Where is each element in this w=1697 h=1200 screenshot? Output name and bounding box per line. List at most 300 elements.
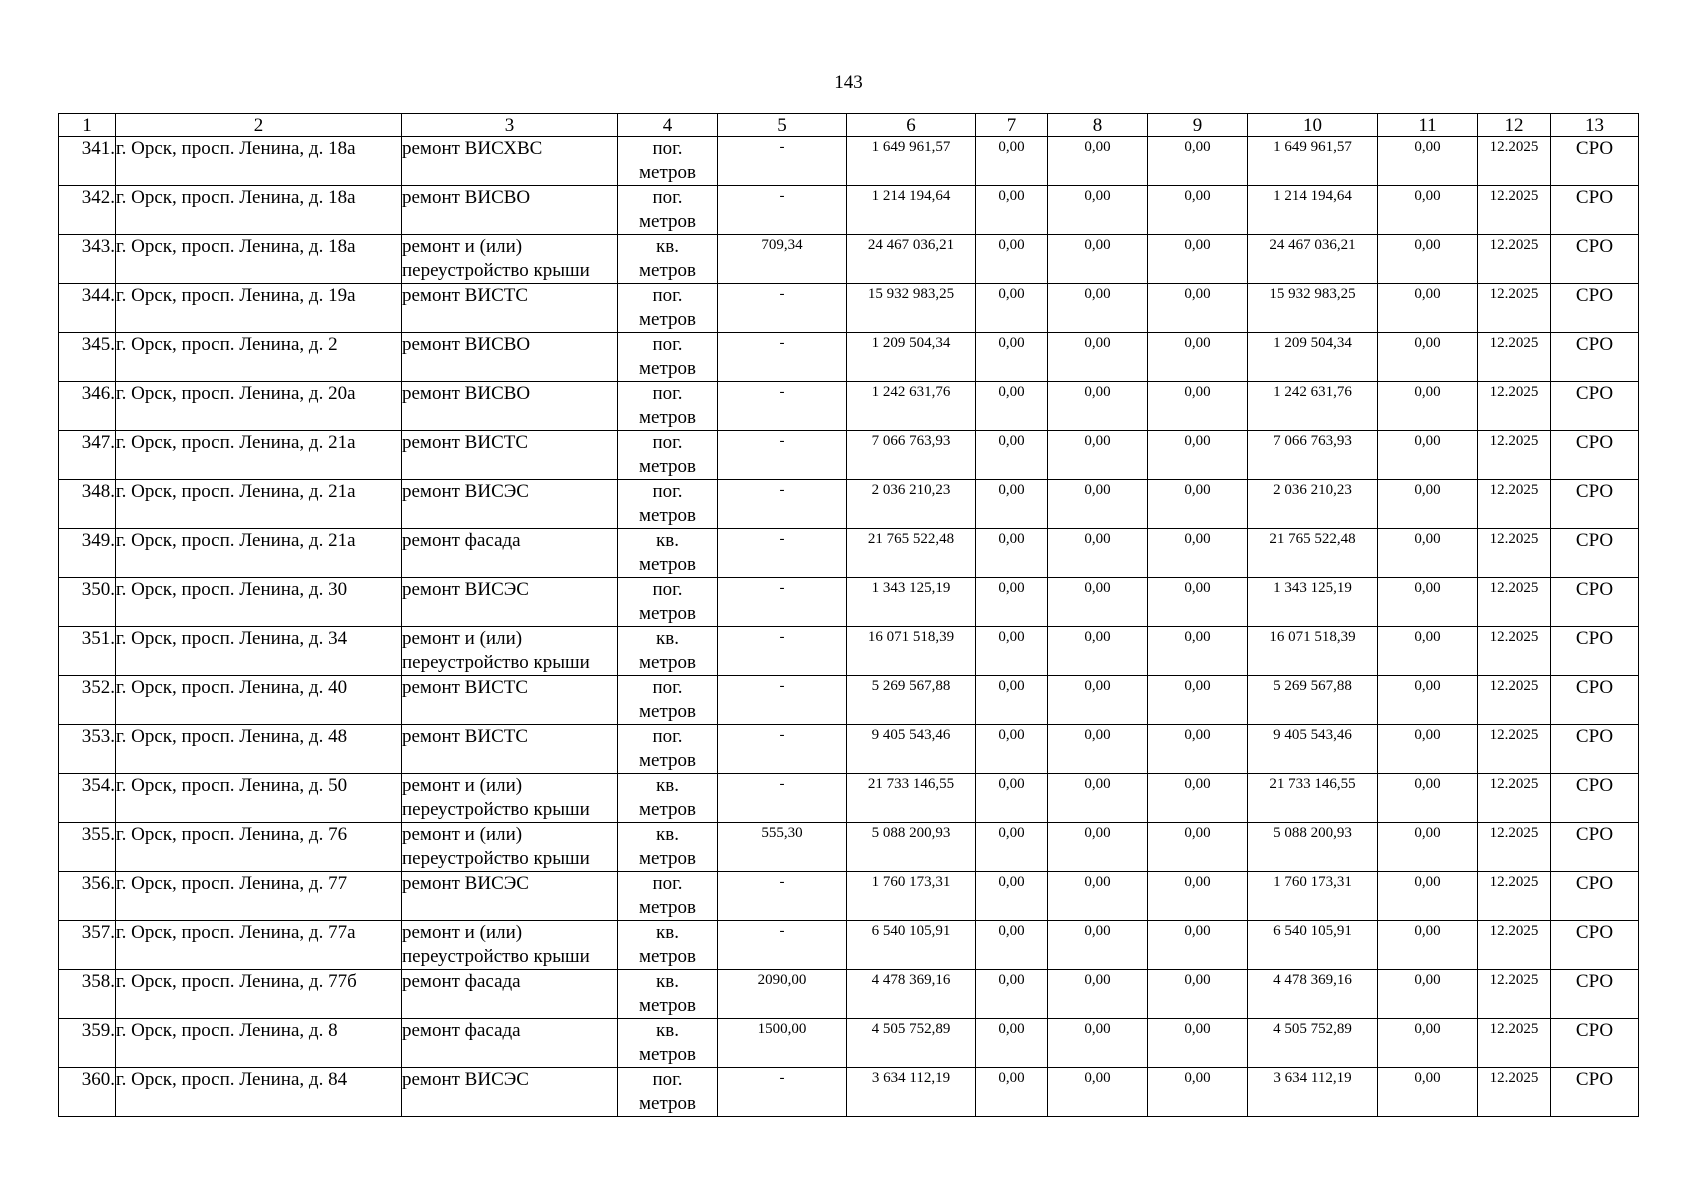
col7-cell: 0,00 [976,1019,1048,1068]
table-row [59,1068,1639,1117]
col8-cell: 0,00 [1048,921,1148,970]
col9-cell: 0,00 [1148,676,1248,725]
table-row [59,774,1639,823]
organization-cell: СРО [1551,627,1639,676]
col7-cell: 0,00 [976,627,1048,676]
col7-cell: 0,00 [976,284,1048,333]
col9-cell: 0,00 [1148,137,1248,186]
organization-cell: СРО [1551,872,1639,921]
col8-cell: 0,00 [1048,480,1148,529]
col7-cell: 0,00 [976,725,1048,774]
address-cell: г. Орск, просп. Ленина, д. 21а [116,431,402,480]
unit-line: кв. [656,628,679,649]
column-header: 9 [1148,114,1248,137]
row-number-cell: 349. [59,529,116,578]
address-cell: г. Орск, просп. Ленина, д. 21а [116,480,402,529]
col8-cell: 0,00 [1048,676,1148,725]
row-number-cell: 351. [59,627,116,676]
total-cost-cell: 21 733 146,55 [847,774,976,823]
unit-line: метров [639,407,696,428]
address-cell: г. Орск, просп. Ленина, д. 20а [116,382,402,431]
col11-cell: 0,00 [1378,529,1478,578]
unit-line: пог. [652,285,683,306]
completion-date-cell: 12.2025 [1478,333,1551,382]
total-cost-cell: 2 036 210,23 [847,480,976,529]
column-header: 4 [618,114,718,137]
unit-line: метров [639,260,696,281]
work-type-cell [402,872,618,921]
unit-line: пог. [652,187,683,208]
col8-cell: 0,00 [1048,578,1148,627]
col9-cell: 0,00 [1148,872,1248,921]
address-cell: г. Орск, просп. Ленина, д. 84 [116,1068,402,1117]
work-type-line: ремонт ВИСЭС [402,481,529,502]
unit-line: пог. [652,481,683,502]
work-type-line: ремонт ВИСВО [402,187,531,208]
column-header: 13 [1551,114,1639,137]
unit-line: метров [639,505,696,526]
row-number-cell: 350. [59,578,116,627]
header-row [59,114,1639,137]
col9-cell: 0,00 [1148,627,1248,676]
completion-date-cell: 12.2025 [1478,529,1551,578]
volume-cell: - [718,284,847,333]
work-type-line: ремонт фасада [402,971,521,992]
organization-cell: СРО [1551,137,1639,186]
address-cell: г. Орск, просп. Ленина, д. 2 [116,333,402,382]
col7-cell: 0,00 [976,970,1048,1019]
total-cost-cell: 9 405 543,46 [847,725,976,774]
volume-cell: 709,34 [718,235,847,284]
col10-cell: 6 540 105,91 [1248,921,1378,970]
column-header: 1 [59,114,116,137]
organization-cell: СРО [1551,725,1639,774]
organization-cell: СРО [1551,578,1639,627]
total-cost-cell: 1 214 194,64 [847,186,976,235]
col7-cell: 0,00 [976,529,1048,578]
col8-cell: 0,00 [1048,382,1148,431]
col9-cell: 0,00 [1148,480,1248,529]
col10-cell: 1 760 173,31 [1248,872,1378,921]
work-type-line: ремонт фасада [402,530,521,551]
unit-line: метров [639,1093,696,1114]
volume-cell: 1500,00 [718,1019,847,1068]
completion-date-cell: 12.2025 [1478,431,1551,480]
col9-cell: 0,00 [1148,921,1248,970]
col8-cell: 0,00 [1048,1068,1148,1117]
col11-cell: 0,00 [1378,333,1478,382]
col7-cell: 0,00 [976,137,1048,186]
table-row [59,235,1639,284]
organization-cell: СРО [1551,284,1639,333]
col10-cell: 1 649 961,57 [1248,137,1378,186]
work-type-line: ремонт ВИСХВС [402,138,543,159]
completion-date-cell: 12.2025 [1478,627,1551,676]
col11-cell: 0,00 [1378,235,1478,284]
volume-cell: - [718,529,847,578]
volume-cell: - [718,137,847,186]
row-number-cell: 341. [59,137,116,186]
work-type-line: ремонт и (или) [402,628,523,649]
total-cost-cell: 6 540 105,91 [847,921,976,970]
col10-cell: 21 733 146,55 [1248,774,1378,823]
col11-cell: 0,00 [1378,578,1478,627]
volume-cell: - [718,725,847,774]
unit-line: кв. [656,775,679,796]
unit-line: метров [639,554,696,575]
volume-cell: - [718,578,847,627]
work-type-line: ремонт ВИСТС [402,726,529,747]
col11-cell: 0,00 [1378,627,1478,676]
work-type-line: ремонт ВИСЭС [402,873,529,894]
col8-cell: 0,00 [1048,186,1148,235]
unit-line: метров [639,603,696,624]
work-type-line: ремонт ВИСЭС [402,579,529,600]
row-number-cell: 356. [59,872,116,921]
unit-cell [618,333,718,382]
work-type-line: переустройство крыши [402,260,590,281]
unit-line: пог. [652,726,683,747]
row-number-cell: 357. [59,921,116,970]
row-number-cell: 355. [59,823,116,872]
col10-cell: 5 269 567,88 [1248,676,1378,725]
address-cell: г. Орск, просп. Ленина, д. 34 [116,627,402,676]
row-number-cell: 346. [59,382,116,431]
col11-cell: 0,00 [1378,872,1478,921]
table-row [59,970,1639,1019]
column-header: 2 [116,114,402,137]
col7-cell: 0,00 [976,382,1048,431]
unit-line: метров [639,995,696,1016]
work-type-line: ремонт ВИСВО [402,383,531,404]
address-cell: г. Орск, просп. Ленина, д. 18а [116,235,402,284]
unit-line: метров [639,897,696,918]
unit-line: пог. [652,334,683,355]
col11-cell: 0,00 [1378,774,1478,823]
unit-line: пог. [652,1069,683,1090]
col8-cell: 0,00 [1048,333,1148,382]
col10-cell: 1 214 194,64 [1248,186,1378,235]
work-type-cell [402,578,618,627]
row-number-cell: 344. [59,284,116,333]
col8-cell: 0,00 [1048,823,1148,872]
col10-cell: 5 088 200,93 [1248,823,1378,872]
total-cost-cell: 15 932 983,25 [847,284,976,333]
total-cost-cell: 1 649 961,57 [847,137,976,186]
col10-cell: 2 036 210,23 [1248,480,1378,529]
unit-line: метров [639,309,696,330]
organization-cell: СРО [1551,1068,1639,1117]
work-type-cell [402,235,618,284]
organization-cell: СРО [1551,1019,1639,1068]
unit-cell [618,1068,718,1117]
col9-cell: 0,00 [1148,284,1248,333]
organization-cell: СРО [1551,431,1639,480]
col11-cell: 0,00 [1378,1068,1478,1117]
unit-line: пог. [652,383,683,404]
volume-cell: - [718,872,847,921]
table-row [59,627,1639,676]
unit-cell [618,725,718,774]
table-row [59,823,1639,872]
completion-date-cell: 12.2025 [1478,970,1551,1019]
row-number-cell: 345. [59,333,116,382]
total-cost-cell: 5 269 567,88 [847,676,976,725]
row-number-cell: 352. [59,676,116,725]
unit-cell [618,382,718,431]
col9-cell: 0,00 [1148,578,1248,627]
volume-cell: 2090,00 [718,970,847,1019]
work-type-cell [402,676,618,725]
table-row [59,529,1639,578]
table-body [59,137,1639,1117]
unit-line: метров [639,358,696,379]
col9-cell: 0,00 [1148,774,1248,823]
unit-line: кв. [656,971,679,992]
unit-cell [618,774,718,823]
unit-line: метров [639,456,696,477]
col9-cell: 0,00 [1148,333,1248,382]
col8-cell: 0,00 [1048,137,1148,186]
organization-cell: СРО [1551,480,1639,529]
total-cost-cell: 4 478 369,16 [847,970,976,1019]
completion-date-cell: 12.2025 [1478,480,1551,529]
table-row [59,872,1639,921]
unit-line: метров [639,750,696,771]
col9-cell: 0,00 [1148,235,1248,284]
col10-cell: 9 405 543,46 [1248,725,1378,774]
volume-cell: - [718,186,847,235]
table-row [59,431,1639,480]
work-type-cell [402,333,618,382]
col8-cell: 0,00 [1048,1019,1148,1068]
column-header: 12 [1478,114,1551,137]
completion-date-cell: 12.2025 [1478,186,1551,235]
table-row [59,676,1639,725]
completion-date-cell: 12.2025 [1478,284,1551,333]
completion-date-cell: 12.2025 [1478,725,1551,774]
col8-cell: 0,00 [1048,970,1148,1019]
total-cost-cell: 4 505 752,89 [847,1019,976,1068]
table-row [59,1019,1639,1068]
work-type-line: ремонт ВИСТС [402,432,529,453]
table-row [59,578,1639,627]
address-cell: г. Орск, просп. Ленина, д. 40 [116,676,402,725]
col11-cell: 0,00 [1378,970,1478,1019]
unit-cell [618,872,718,921]
column-header: 6 [847,114,976,137]
work-type-line: ремонт ВИСТС [402,677,529,698]
col10-cell: 15 932 983,25 [1248,284,1378,333]
volume-cell: - [718,333,847,382]
unit-cell [618,676,718,725]
volume-cell: - [718,774,847,823]
work-type-cell [402,480,618,529]
col9-cell: 0,00 [1148,186,1248,235]
col7-cell: 0,00 [976,921,1048,970]
unit-cell [618,235,718,284]
work-type-cell [402,725,618,774]
work-type-line: ремонт ВИСТС [402,285,529,306]
unit-line: кв. [656,1020,679,1041]
work-type-cell [402,774,618,823]
unit-line: кв. [656,236,679,257]
row-number-cell: 353. [59,725,116,774]
completion-date-cell: 12.2025 [1478,137,1551,186]
col11-cell: 0,00 [1378,725,1478,774]
unit-line: кв. [656,530,679,551]
organization-cell: СРО [1551,823,1639,872]
col10-cell: 4 505 752,89 [1248,1019,1378,1068]
work-type-line: ремонт фасада [402,1020,521,1041]
unit-cell [618,186,718,235]
table-row [59,137,1639,186]
organization-cell: СРО [1551,333,1639,382]
completion-date-cell: 12.2025 [1478,1019,1551,1068]
work-type-cell [402,627,618,676]
unit-cell [618,627,718,676]
col9-cell: 0,00 [1148,529,1248,578]
work-type-cell [402,529,618,578]
total-cost-cell: 1 343 125,19 [847,578,976,627]
unit-line: пог. [652,579,683,600]
work-type-cell [402,823,618,872]
col9-cell: 0,00 [1148,1019,1248,1068]
col11-cell: 0,00 [1378,137,1478,186]
address-cell: г. Орск, просп. Ленина, д. 8 [116,1019,402,1068]
unit-cell [618,431,718,480]
unit-line: кв. [656,824,679,845]
total-cost-cell: 3 634 112,19 [847,1068,976,1117]
col7-cell: 0,00 [976,235,1048,284]
table-row [59,480,1639,529]
work-type-line: ремонт и (или) [402,236,523,257]
col11-cell: 0,00 [1378,186,1478,235]
work-type-line: ремонт ВИСВО [402,334,531,355]
row-number-cell: 358. [59,970,116,1019]
col7-cell: 0,00 [976,186,1048,235]
address-cell: г. Орск, просп. Ленина, д. 30 [116,578,402,627]
col9-cell: 0,00 [1148,431,1248,480]
col7-cell: 0,00 [976,333,1048,382]
volume-cell: - [718,431,847,480]
col10-cell: 4 478 369,16 [1248,970,1378,1019]
unit-line: пог. [652,677,683,698]
completion-date-cell: 12.2025 [1478,823,1551,872]
unit-cell [618,1019,718,1068]
col10-cell: 1 242 631,76 [1248,382,1378,431]
table-row [59,921,1639,970]
work-type-line: переустройство крыши [402,652,590,673]
unit-line: метров [639,162,696,183]
unit-line: пог. [652,138,683,159]
unit-line: пог. [652,873,683,894]
unit-cell [618,480,718,529]
col8-cell: 0,00 [1048,431,1148,480]
col7-cell: 0,00 [976,774,1048,823]
address-cell: г. Орск, просп. Ленина, д. 76 [116,823,402,872]
col7-cell: 0,00 [976,823,1048,872]
unit-cell [618,137,718,186]
row-number-cell: 342. [59,186,116,235]
table-row [59,333,1639,382]
address-cell: г. Орск, просп. Ленина, д. 48 [116,725,402,774]
col7-cell: 0,00 [976,431,1048,480]
completion-date-cell: 12.2025 [1478,676,1551,725]
col7-cell: 0,00 [976,1068,1048,1117]
work-type-cell [402,284,618,333]
organization-cell: СРО [1551,676,1639,725]
col8-cell: 0,00 [1048,725,1148,774]
col10-cell: 7 066 763,93 [1248,431,1378,480]
column-header: 11 [1378,114,1478,137]
col11-cell: 0,00 [1378,382,1478,431]
organization-cell: СРО [1551,774,1639,823]
col8-cell: 0,00 [1048,529,1148,578]
address-cell: г. Орск, просп. Ленина, д. 18а [116,137,402,186]
unit-line: кв. [656,922,679,943]
col9-cell: 0,00 [1148,725,1248,774]
col7-cell: 0,00 [976,872,1048,921]
work-type-line: ремонт ВИСЭС [402,1069,529,1090]
table-row [59,382,1639,431]
col10-cell: 1 209 504,34 [1248,333,1378,382]
organization-cell: СРО [1551,529,1639,578]
unit-line: метров [639,701,696,722]
total-cost-cell: 21 765 522,48 [847,529,976,578]
volume-cell: - [718,480,847,529]
col7-cell: 0,00 [976,480,1048,529]
col9-cell: 0,00 [1148,970,1248,1019]
work-type-cell [402,431,618,480]
column-header: 5 [718,114,847,137]
col10-cell: 1 343 125,19 [1248,578,1378,627]
unit-line: метров [639,799,696,820]
row-number-cell: 348. [59,480,116,529]
volume-cell: - [718,627,847,676]
completion-date-cell: 12.2025 [1478,382,1551,431]
col8-cell: 0,00 [1048,872,1148,921]
organization-cell: СРО [1551,382,1639,431]
total-cost-cell: 5 088 200,93 [847,823,976,872]
unit-cell [618,921,718,970]
col10-cell: 24 467 036,21 [1248,235,1378,284]
work-type-cell [402,186,618,235]
unit-cell [618,578,718,627]
table-row [59,725,1639,774]
col11-cell: 0,00 [1378,284,1478,333]
column-header: 8 [1048,114,1148,137]
unit-cell [618,284,718,333]
completion-date-cell: 12.2025 [1478,578,1551,627]
column-header: 10 [1248,114,1378,137]
row-number-cell: 343. [59,235,116,284]
volume-cell: - [718,921,847,970]
column-header: 3 [402,114,618,137]
completion-date-cell: 12.2025 [1478,872,1551,921]
work-type-line: переустройство крыши [402,848,590,869]
col11-cell: 0,00 [1378,676,1478,725]
completion-date-cell: 12.2025 [1478,921,1551,970]
unit-cell [618,529,718,578]
unit-line: метров [639,946,696,967]
organization-cell: СРО [1551,970,1639,1019]
col11-cell: 0,00 [1378,921,1478,970]
address-cell: г. Орск, просп. Ленина, д. 77б [116,970,402,1019]
unit-cell [618,970,718,1019]
work-type-cell [402,382,618,431]
row-number-cell: 347. [59,431,116,480]
